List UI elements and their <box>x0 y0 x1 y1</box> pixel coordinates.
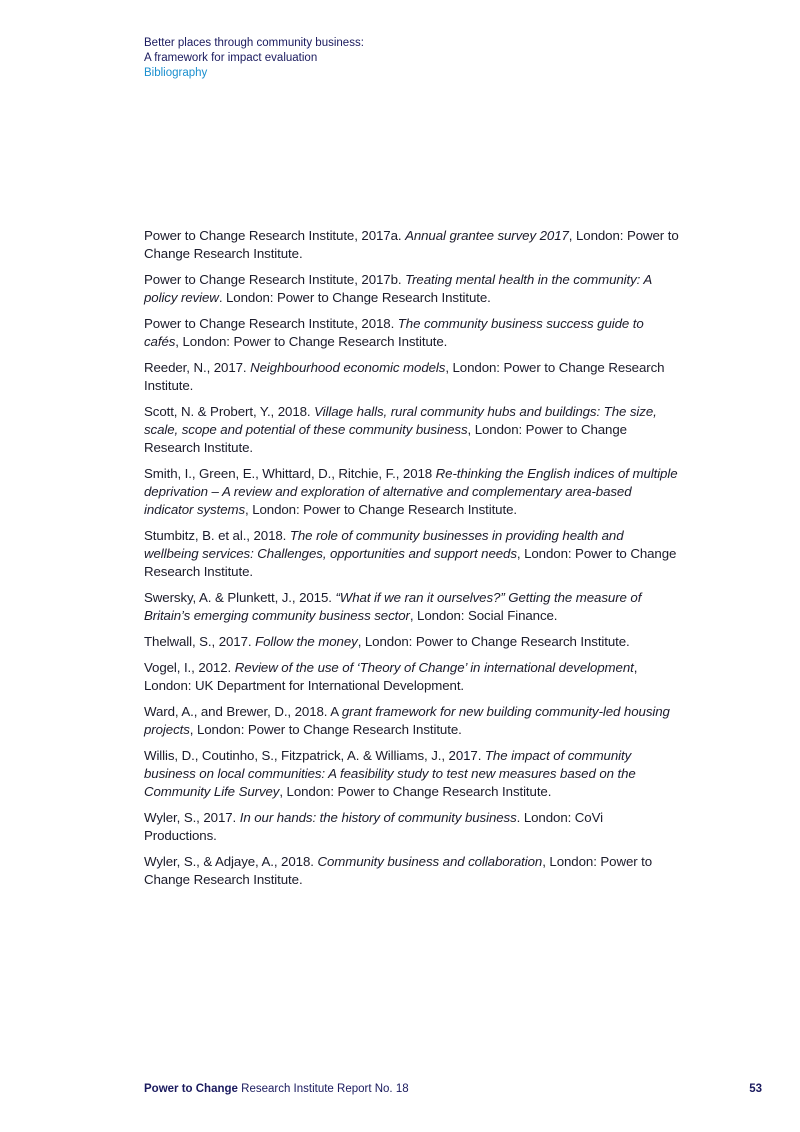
entry-publisher: , London: Power to Change Research Institute. <box>279 784 552 799</box>
entry-title: Village halls, rural community hubs and buildings: The size, scale, scope and potential of these community business <box>144 404 657 437</box>
entry-publisher: , London: Social Finance. <box>409 608 558 623</box>
entry-title: Re-thinking the English indices of multiple deprivation – A review and exploration of alternative and complementary area-based indicator systems <box>144 466 678 517</box>
entry-publisher: , London: Power to Change Research Institute. <box>245 502 517 517</box>
bibliography-entry <box>144 227 679 263</box>
header-title-line-1: Better places through community business: <box>144 37 364 49</box>
bibliography-entry <box>144 809 679 845</box>
header-title-line-2: A framework for impact evaluation <box>144 52 318 64</box>
entry-title: Neighbourhood economic models <box>250 360 446 375</box>
entry-authors-year: Swersky, A. & Plunkett, J., 2015. <box>144 590 336 605</box>
entry-title: Treating mental health in the community: A policy review <box>144 272 652 305</box>
bibliography-entry <box>144 589 679 625</box>
entry-authors-year: Power to Change Research Institute, 2017b. <box>144 272 406 287</box>
bibliography-entry <box>144 403 679 457</box>
bibliography-entry <box>144 315 679 351</box>
entry-title: Review of the use of ‘Theory of Change’ in international development <box>234 660 634 675</box>
page-number: 53 <box>749 1083 762 1095</box>
entry-authors-year: Reeder, N., 2017. <box>144 360 251 375</box>
footer-brand: Power to Change <box>144 1083 238 1095</box>
entry-publisher: , London: UK Department for International Development. <box>144 660 638 693</box>
bibliography-entry <box>144 527 679 581</box>
entry-publisher: . London: CoVi Productions. <box>144 810 603 843</box>
entry-authors-year: Willis, D., Coutinho, S., Fitzpatrick, A. & Williams, J., 2017. <box>144 748 485 763</box>
entry-publisher: , London: Power to Change Research Institute. <box>357 634 630 649</box>
entry-authors-year: Smith, I., Green, E., Whittard, D., Ritchie, F., 2018 <box>144 466 436 481</box>
header-section-name: Bibliography <box>144 67 208 79</box>
entry-publisher: , London: Power to Change Research Institute. <box>144 228 679 261</box>
entry-authors-year: Thelwall, S., 2017. <box>144 634 256 649</box>
entry-publisher: , London: Power to Change Research Institute. <box>144 360 665 393</box>
entry-title: Community business and collaboration <box>317 854 543 869</box>
entry-publisher: , London: Power to Change Research Institute. <box>189 722 462 737</box>
entry-authors-year: Wyler, S., 2017. <box>144 810 240 825</box>
entry-authors-year: Ward, A., and Brewer, D., 2018. A <box>144 704 342 719</box>
bibliography-entry <box>144 465 679 519</box>
bibliography-list <box>144 227 679 897</box>
entry-authors-year: Power to Change Research Institute, 2017a. <box>144 228 406 243</box>
bibliography-entry <box>144 747 679 801</box>
entry-title: Follow the money <box>255 634 358 649</box>
entry-authors-year: Stumbitz, B. et al., 2018. <box>144 528 290 543</box>
entry-title: “What if we ran it ourselves?” Getting the measure of Britain’s emerging community business sector <box>144 590 642 623</box>
entry-authors-year: Vogel, I., 2012. <box>144 660 235 675</box>
entry-title: In our hands: the history of community business <box>239 810 517 825</box>
entry-title: grant framework for new building community-led housing projects <box>144 704 670 737</box>
footer <box>144 1083 409 1095</box>
bibliography-entry <box>144 659 679 695</box>
entry-publisher: . London: Power to Change Research Institute. <box>218 290 491 305</box>
bibliography-entry <box>144 359 679 395</box>
bibliography-entry <box>144 633 679 651</box>
running-header <box>144 36 364 81</box>
entry-publisher: , London: Power to Change Research Institute. <box>144 546 677 579</box>
entry-publisher: , London: Power to Change Research Institute. <box>144 422 627 455</box>
bibliography-entry <box>144 853 679 889</box>
entry-title: The community business success guide to cafés <box>144 316 644 349</box>
entry-authors-year: Scott, N. & Probert, Y., 2018. <box>144 404 315 419</box>
footer-report-title: Research Institute Report No. 18 <box>237 1083 409 1095</box>
entry-title: The role of community businesses in providing health and wellbeing services: Challenges, opportunities and support needs <box>144 528 624 561</box>
entry-authors-year: Wyler, S., & Adjaye, A., 2018. <box>144 854 318 869</box>
entry-publisher: , London: Power to Change Research Institute. <box>175 334 448 349</box>
bibliography-entry <box>144 271 679 307</box>
bibliography-entry <box>144 703 679 739</box>
entry-publisher: , London: Power to Change Research Institute. <box>144 854 653 887</box>
entry-title: The impact of community business on local communities: A feasibility study to test new measures based on the Community Life Survey <box>144 748 636 799</box>
entry-title: Annual grantee survey 2017 <box>405 228 569 243</box>
entry-authors-year: Power to Change Research Institute, 2018. <box>144 316 398 331</box>
